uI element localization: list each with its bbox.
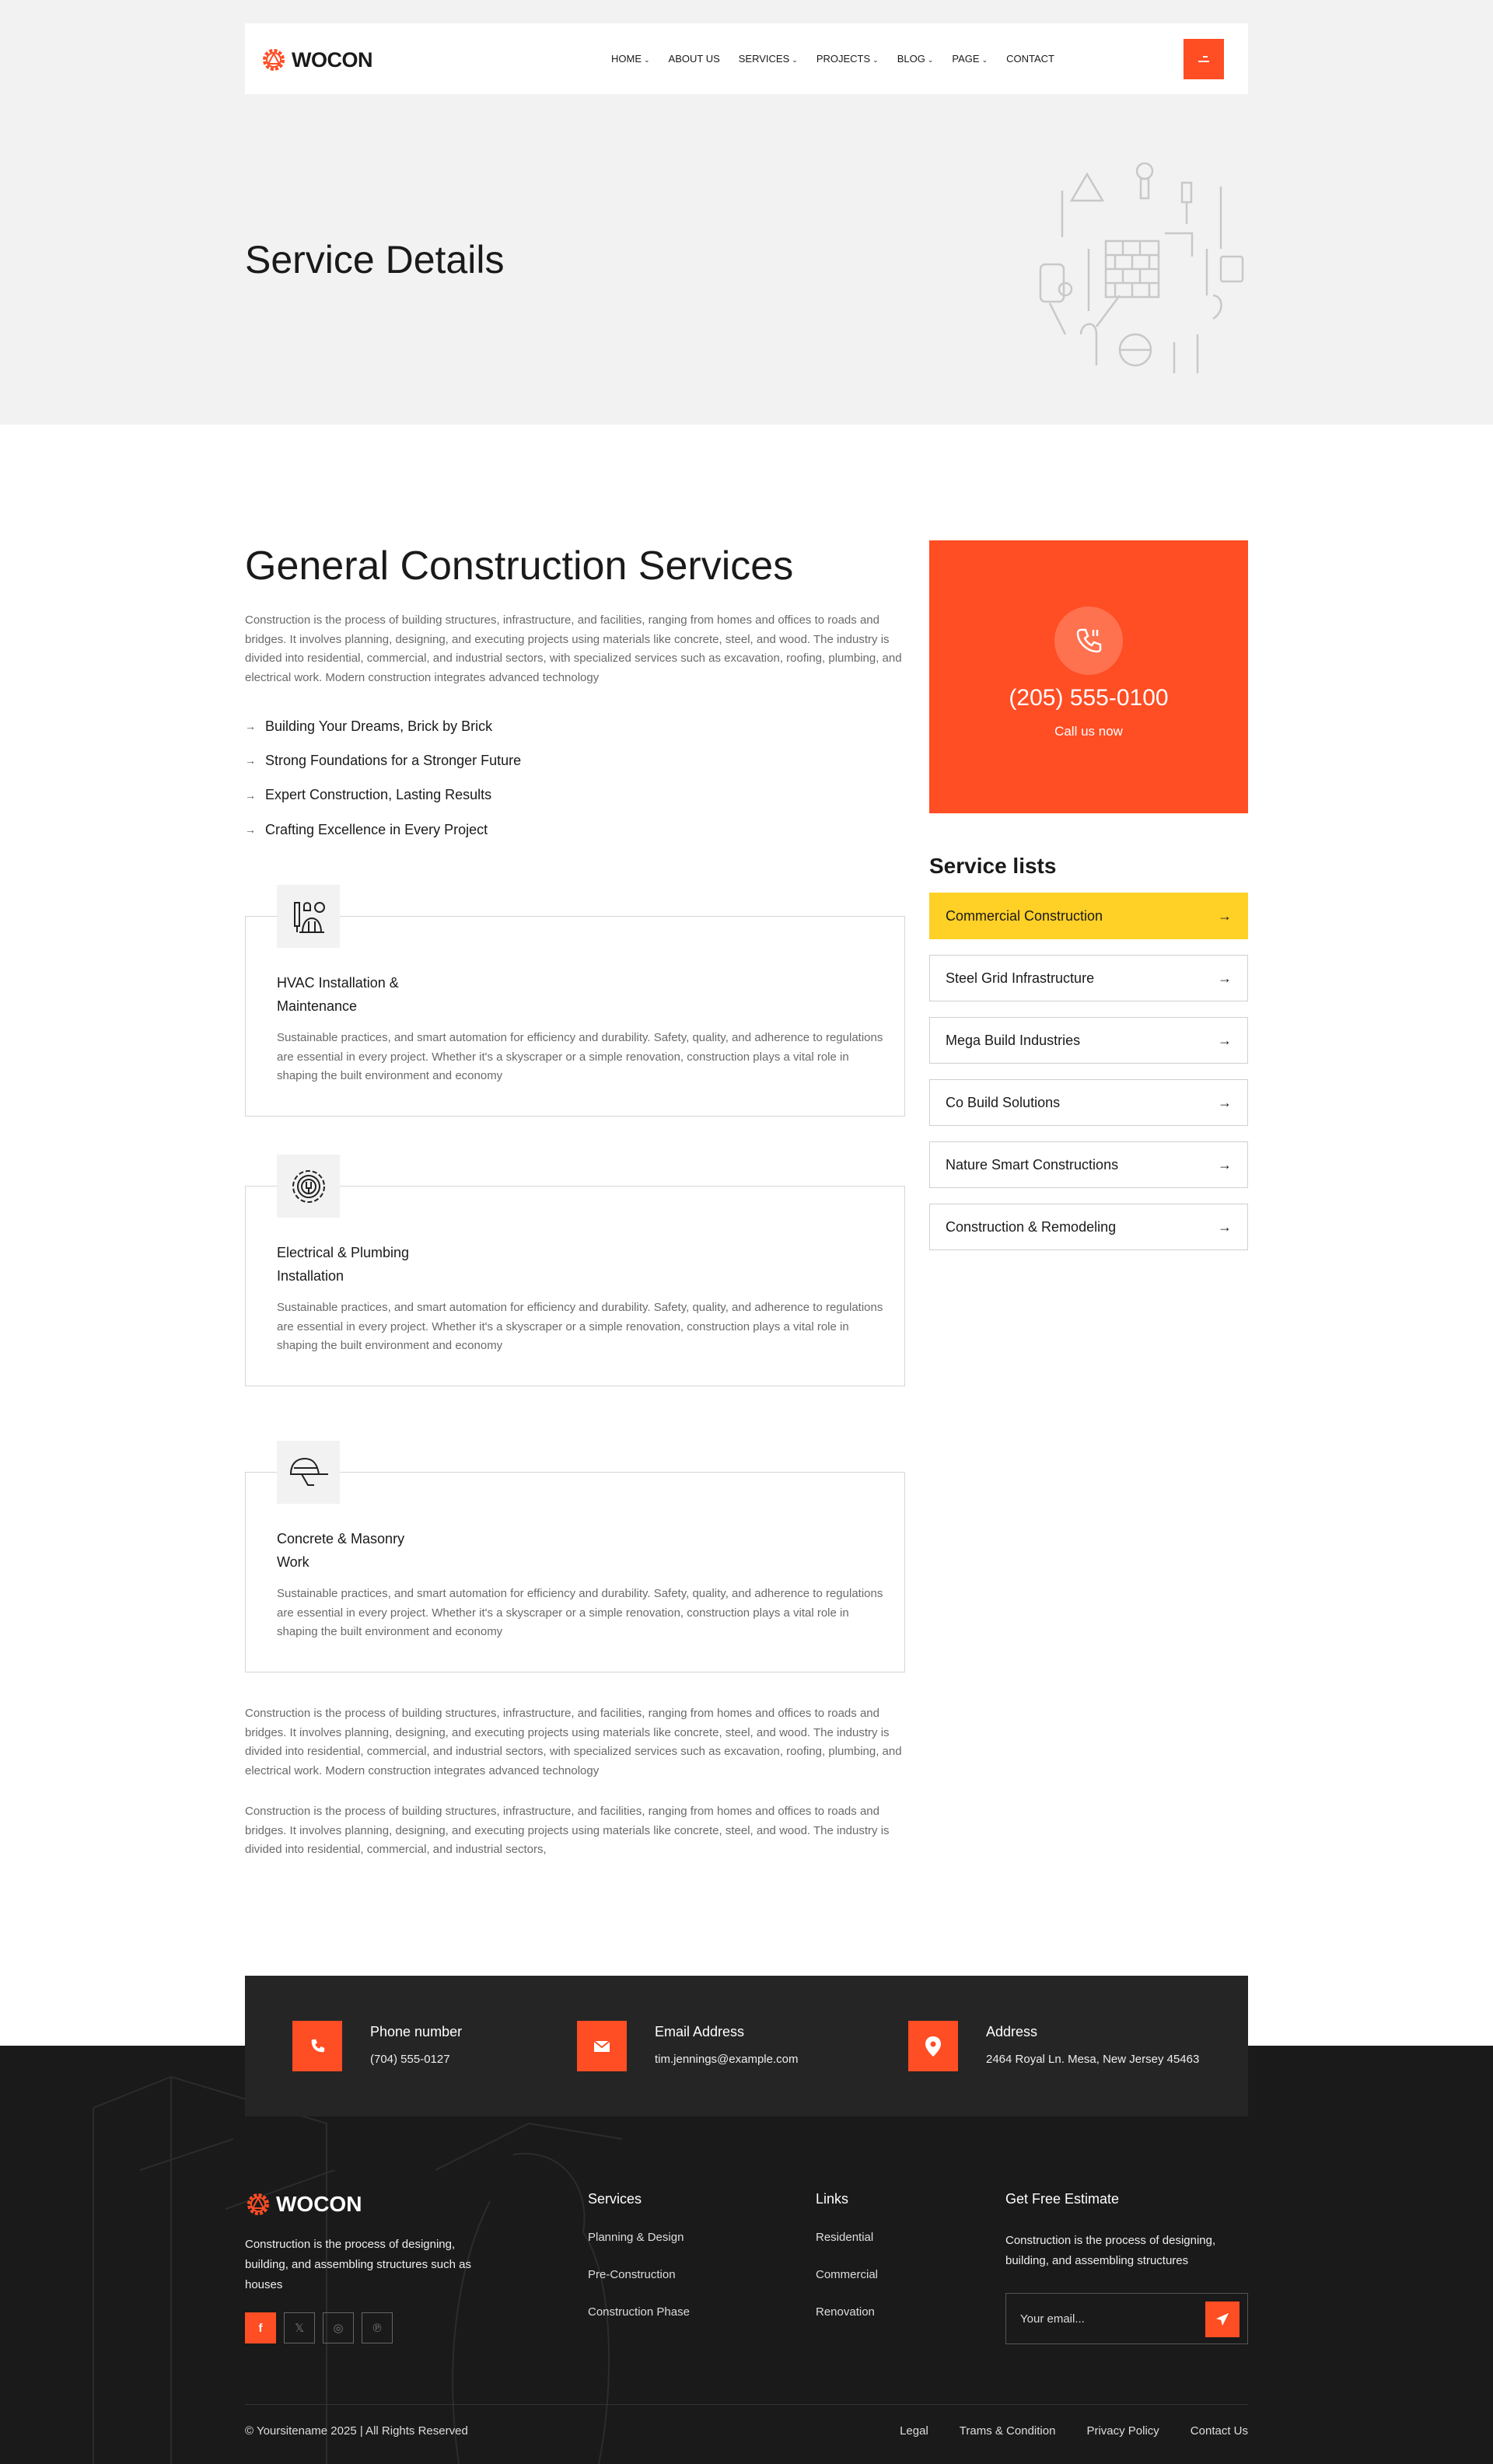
feature-text: Strong Foundations for a Stronger Future (265, 752, 522, 768)
nav-services[interactable] (739, 53, 798, 65)
card-title-line: Installation (277, 1268, 344, 1284)
footer-link[interactable]: Commercial (816, 2268, 879, 2281)
service-list-label: Commercial Construction (946, 907, 1103, 924)
service-list (929, 893, 1248, 1266)
service-card (245, 916, 905, 1117)
contact-label: Phone number (370, 2024, 463, 2039)
contact-label: Address (986, 2024, 1038, 2039)
copyright: © Yoursitename 2025 | All Rights Reserved (245, 2424, 468, 2438)
menu-icon (1198, 61, 1209, 62)
footer-bottom-links (900, 2424, 1248, 2438)
footer-link[interactable]: Planning & Design (588, 2231, 684, 2244)
footer-heading: Services (588, 2191, 642, 2207)
chevron-down-icon: ⌄ (872, 56, 879, 64)
footer-divider (245, 2404, 1248, 2405)
phone-call-icon (1054, 606, 1123, 675)
envelope-icon (577, 2021, 627, 2071)
nav-contact[interactable] (1006, 53, 1054, 65)
page-title: Service Details (245, 238, 505, 281)
footer-logo[interactable] (245, 2191, 502, 2218)
main-nav (611, 23, 1054, 94)
contact-address (908, 2021, 1199, 2071)
footer-services (588, 2191, 690, 2343)
chevron-down-icon: ⌄ (644, 56, 650, 64)
facebook-icon[interactable]: f (245, 2312, 276, 2343)
footer-about-text: Construction is the process of designing, building, and assembling structures such as houses (245, 2238, 471, 2291)
email-input[interactable] (1020, 2308, 1191, 2329)
privacy-link[interactable]: Privacy Policy (1086, 2424, 1159, 2438)
nav-label: SERVICES (738, 53, 790, 65)
service-list-label: Mega Build Industries (946, 1032, 1081, 1048)
feature-text: Expert Construction, Lasting Results (265, 787, 492, 803)
nav-page[interactable] (952, 53, 988, 65)
footer-link[interactable]: Residential (816, 2231, 874, 2244)
service-card (245, 1186, 905, 1386)
contact-link[interactable]: Contact Us (1190, 2424, 1248, 2438)
contact-phone (292, 2021, 462, 2071)
chevron-down-icon: ⌄ (792, 56, 798, 64)
service-list-label: Steel Grid Infrastructure (946, 970, 1095, 986)
nav-label: PAGE (952, 53, 980, 65)
contact-value[interactable]: tim.jennings@example.com (655, 2053, 799, 2066)
service-list-item[interactable] (929, 1017, 1248, 1064)
service-list-label: Nature Smart Constructions (946, 1156, 1119, 1173)
feature-item (245, 743, 521, 778)
footer-link[interactable]: Construction Phase (588, 2305, 690, 2319)
service-card (245, 1472, 905, 1672)
contact-email (577, 2021, 798, 2071)
nav-label: ABOUT US (668, 53, 720, 65)
feature-text: Crafting Excellence in Every Project (265, 821, 488, 837)
call-label: Call us now (1054, 724, 1123, 739)
menu-button[interactable] (1184, 39, 1224, 79)
footer-links (816, 2191, 878, 2343)
card-title-line: Concrete & Masonry (277, 1531, 405, 1547)
nav-blog[interactable] (897, 53, 934, 65)
card-description: Sustainable practices, and smart automation for efficiency and durability. Safety, quality, and adherence to regulations are essential in every project. Whether it's a skyscraper or a simple renovation, construction plays a vital role in shaping the built environment and economy (277, 1587, 883, 1638)
arrow-right-icon: → (245, 788, 256, 802)
hard-hat-icon (277, 1441, 340, 1504)
nav-label: PROJECTS (816, 53, 871, 65)
logo[interactable] (260, 47, 372, 73)
tools-illustration-icon (1034, 148, 1252, 373)
logo-text: WOCON (276, 2192, 362, 2216)
instagram-icon[interactable]: ◎ (323, 2312, 354, 2343)
service-list-label: Construction & Remodeling (946, 1218, 1117, 1235)
chevron-down-icon: ⌄ (981, 56, 988, 64)
arrow-right-icon: → (1218, 907, 1232, 924)
service-title: General Construction Services (245, 543, 794, 589)
nav-home[interactable] (611, 53, 650, 65)
arrow-right-icon: → (245, 720, 256, 733)
nav-about[interactable] (669, 53, 720, 65)
menu-icon (1203, 56, 1208, 58)
pinterest-icon[interactable]: ℗ (362, 2312, 393, 2343)
hvac-tools-icon (277, 885, 340, 948)
call-phone-number[interactable]: (205) 555-0100 (1009, 685, 1169, 711)
feature-item (245, 709, 521, 743)
card-description: Sustainable practices, and smart automation for efficiency and durability. Safety, quality, and adherence to regulations are essential in every project. Whether it's a skyscraper or a simple renovation, construction plays a vital role in shaping the built environment and economy (277, 1301, 883, 1352)
nav-projects[interactable] (816, 53, 879, 65)
arrow-right-icon: → (1218, 970, 1232, 986)
service-lists-title: Service lists (929, 854, 1057, 878)
service-list-item[interactable] (929, 1141, 1248, 1188)
footer-estimate (1005, 2191, 1248, 2271)
logo-text: WOCON (292, 47, 372, 72)
service-list-item[interactable] (929, 1079, 1248, 1126)
arrow-right-icon: → (1218, 1218, 1232, 1235)
arrow-right-icon: → (1218, 1156, 1232, 1173)
service-intro: Construction is the process of building structures, infrastructure, and facilities, ranging from homes and offices to roads and bridges. It involves planning, designing, and executing projects using materials like concrete, steel, and wood. The industry is divided into residential, commercial, and industrial sectors, with specialized services such as excavation, roofing, plumbing, and electrical work. Modern construction integrates advanced technology (245, 613, 902, 684)
feature-item (245, 778, 521, 813)
terms-link[interactable]: Trams & Condition (959, 2424, 1056, 2438)
site-header (245, 23, 1248, 94)
arrow-right-icon: → (245, 823, 256, 837)
contact-value[interactable]: (704) 555-0127 (370, 2053, 450, 2066)
gear-logo-icon (260, 47, 287, 73)
footer-link[interactable]: Renovation (816, 2305, 875, 2319)
contact-value: 2464 Royal Ln. Mesa, New Jersey 45463 (986, 2053, 1200, 2066)
map-pin-icon (908, 2021, 958, 2071)
card-title-line: HVAC Installation & (277, 975, 399, 991)
nav-label: HOME (611, 53, 642, 65)
arrow-right-icon: → (1218, 1032, 1232, 1048)
feature-text: Building Your Dreams, Brick by Brick (265, 718, 493, 734)
contact-bar (245, 1976, 1248, 2116)
footer-about (245, 2191, 502, 2343)
service-list-item[interactable] (929, 893, 1248, 939)
card-title (277, 1527, 404, 1574)
send-button[interactable] (1205, 2301, 1240, 2337)
estimate-text: Construction is the process of designing, building, and assembling structures (1005, 2234, 1216, 2267)
arrow-right-icon: → (245, 754, 256, 767)
service-list-label: Co Build Solutions (946, 1094, 1061, 1110)
nav-label: CONTACT (1006, 53, 1054, 65)
legal-link[interactable]: Legal (900, 2424, 928, 2438)
phone-icon (292, 2021, 342, 2071)
gear-wrench-icon (277, 1155, 340, 1218)
feature-item (245, 813, 521, 847)
card-title-line: Electrical & Plumbing (277, 1245, 410, 1260)
arrow-right-icon: → (1218, 1094, 1232, 1110)
call-box (929, 540, 1248, 813)
card-title (277, 1241, 409, 1288)
card-title-line: Maintenance (277, 998, 358, 1014)
card-title (277, 971, 399, 1018)
body-paragraph: Construction is the process of building structures, infrastructure, and facilities, ranging from homes and offices to roads and bridges. It involves planning, designing, and executing projects using materials like concrete, steel, and wood. The industry is divided into residential, commercial, and industrial sectors, with specialized services such as excavation, roofing, plumbing, and electrical work. Modern construction integrates advanced technology (245, 1707, 902, 1777)
nav-label: BLOG (897, 53, 925, 65)
chevron-down-icon: ⌄ (927, 56, 934, 64)
social-links (245, 2312, 502, 2343)
service-list-item[interactable] (929, 1204, 1248, 1250)
newsletter-form (1005, 2293, 1248, 2344)
footer-heading: Get Free Estimate (1005, 2191, 1120, 2207)
body-paragraph: Construction is the process of building structures, infrastructure, and facilities, ranging from homes and offices to roads and bridges. It involves planning, designing, and executing projects using materials like concrete, steel, and wood. The industry is divided into residential, commercial, and industrial sectors, (245, 1805, 890, 1856)
footer-link[interactable]: Pre-Construction (588, 2268, 676, 2281)
paper-plane-icon (1215, 2312, 1229, 2326)
contact-label: Email Address (655, 2024, 745, 2039)
card-description: Sustainable practices, and smart automation for efficiency and durability. Safety, quality, and adherence to regulations are essential in every project. Whether it's a skyscraper or a simple renovation, construction plays a vital role in shaping the built environment and economy (277, 1031, 883, 1082)
footer-heading: Links (816, 2191, 849, 2207)
x-icon[interactable]: 𝕏 (284, 2312, 315, 2343)
card-title-line: Work (277, 1554, 309, 1570)
feature-list (245, 709, 521, 847)
gear-logo-icon (245, 2191, 271, 2218)
service-list-item[interactable] (929, 955, 1248, 1001)
